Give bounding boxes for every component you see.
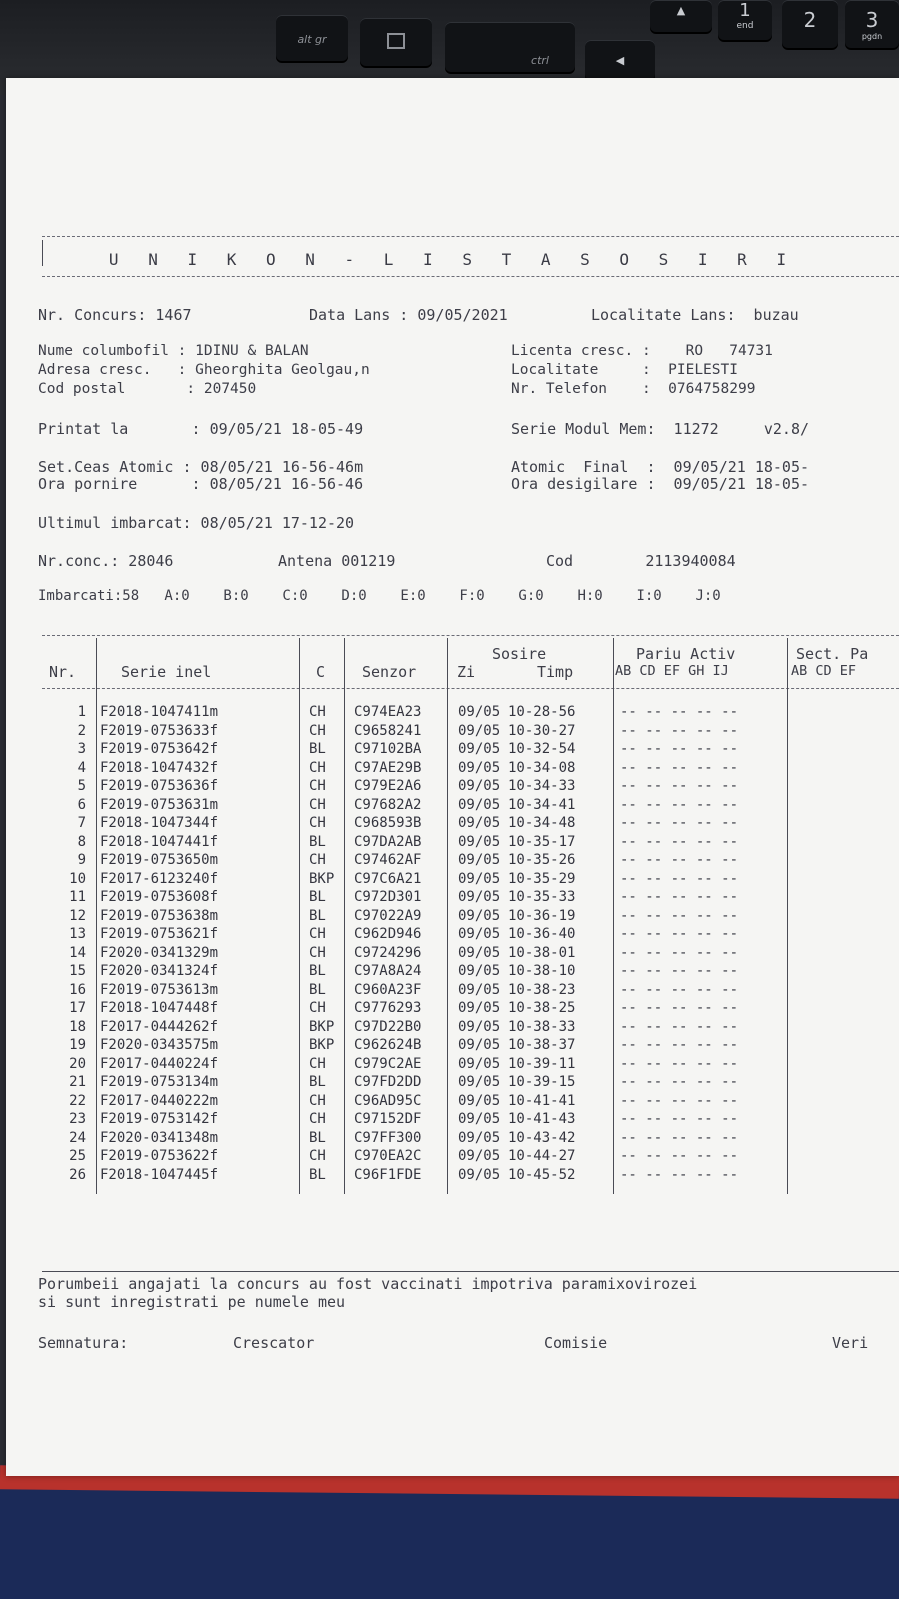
cell-day: 09/05: [458, 1000, 501, 1016]
cell-number: 16: [69, 981, 86, 998]
breeder-license: Licenta cresc. : RO 74731: [511, 343, 773, 359]
cell-color: CH: [309, 1000, 326, 1016]
cell-sensor: C96AD95C: [354, 1092, 422, 1109]
cell-day: 09/05: [458, 778, 501, 794]
table-row: [36, 1019, 896, 1037]
unsealing-time: Ora desigilare : 09/05/21 18-05-: [511, 475, 810, 493]
cell-color: BL: [309, 741, 326, 757]
cell-color: CH: [309, 778, 326, 794]
cell-number: 2: [77, 722, 86, 739]
cell-ring-number: F2017-0444262f: [100, 1018, 219, 1035]
cell-ring-number: F2017-6123240f: [100, 870, 219, 887]
cell-time: 10-38-25: [508, 1000, 576, 1016]
cell-day: 09/05: [458, 926, 501, 942]
table-row: [36, 741, 896, 759]
key-menu: [360, 18, 432, 66]
cell-ring-number: F2018-1047411m: [100, 704, 219, 720]
col-header-ring: Serie inel: [121, 663, 212, 681]
cell-bet: -- -- -- -- --: [620, 1074, 739, 1090]
cell-color: BL: [309, 1074, 326, 1090]
cell-time: 10-43-42: [508, 1129, 576, 1146]
paper-sheet: [6, 78, 899, 1476]
competitor-number: Nr.conc.: 28046: [38, 552, 174, 570]
cell-number: 8: [77, 833, 86, 850]
cell-color: CH: [309, 704, 326, 720]
cell-day: 09/05: [458, 852, 501, 868]
cell-number: 1: [77, 704, 86, 720]
cell-time: 10-41-43: [508, 1111, 576, 1127]
cell-day: 09/05: [458, 889, 501, 905]
cell-bet: -- -- -- -- --: [620, 796, 739, 813]
cell-time: 10-41-41: [508, 1092, 576, 1109]
table-row: [36, 1000, 896, 1018]
cell-time: 10-35-29: [508, 870, 576, 887]
cell-bet: -- -- -- -- --: [620, 778, 739, 794]
table-row: [36, 1056, 896, 1074]
col-header-sector-groups: AB CD EF: [791, 663, 857, 679]
cell-bet: -- -- -- -- --: [620, 704, 739, 720]
table-row: [36, 1074, 896, 1092]
cell-bet: -- -- -- -- --: [620, 1000, 739, 1016]
cell-sensor: C97C6A21: [354, 870, 422, 887]
table-row: [36, 815, 896, 833]
cell-sensor: C97152DF: [354, 1111, 422, 1127]
cell-ring-number: F2019-0753134m: [100, 1074, 219, 1090]
cell-day: 09/05: [458, 944, 501, 961]
atomic-final: Atomic Final : 09/05/21 18-05-: [511, 458, 810, 476]
cell-day: 09/05: [458, 796, 501, 813]
cell-time: 10-34-33: [508, 778, 576, 794]
table-row: [36, 908, 896, 926]
key-label: pgdn: [861, 32, 883, 41]
cell-color: CH: [309, 759, 326, 776]
cell-bet: -- -- -- -- --: [620, 1129, 739, 1146]
cell-time: 10-39-11: [508, 1055, 576, 1072]
cell-sensor: C9724296: [354, 944, 422, 961]
cell-number: 5: [77, 778, 86, 794]
footer-rule: [42, 1271, 899, 1272]
cell-sensor: C972D301: [354, 889, 422, 905]
key-label: ctrl: [531, 54, 549, 67]
cell-number: 9: [77, 852, 86, 868]
cell-ring-number: F2019-0753636f: [100, 778, 219, 794]
cell-day: 09/05: [458, 870, 501, 887]
title-rule-top: [42, 236, 899, 237]
col-header-arrival: Sosire: [492, 645, 547, 663]
cell-number: 21: [69, 1074, 86, 1090]
vaccination-statement: Porumbeii angajati la concurs au fost vaccinati impotriva paramixovirozei: [38, 1275, 698, 1293]
cell-number: 3: [77, 741, 86, 757]
cell-bet: -- -- -- -- --: [620, 741, 739, 757]
table-row: [36, 926, 896, 944]
cell-ring-number: F2018-1047344f: [100, 815, 219, 831]
cell-number: 15: [69, 963, 86, 979]
cell-time: 10-38-33: [508, 1018, 576, 1035]
cell-number: 6: [77, 796, 86, 813]
fancier-name: Nume columbofil : 1DINU & BALAN: [38, 343, 309, 359]
col-header-time: Timp: [537, 663, 574, 681]
col-header-sensor: Senzor: [362, 663, 417, 681]
cell-bet: -- -- -- -- --: [620, 759, 739, 776]
cell-ring-number: F2020-0343575m: [100, 1037, 219, 1053]
cell-time: 10-44-27: [508, 1148, 576, 1164]
table-row: [36, 1130, 896, 1148]
basketed-summary: Imbarcati:58 A:0 B:0 C:0 D:0 E:0 F:0 G:0 H:0 I:0 J:0: [38, 588, 721, 604]
table-row: [36, 945, 896, 963]
cell-sensor: C97FF300: [354, 1129, 422, 1146]
key-up: [650, 0, 712, 32]
cell-day: 09/05: [458, 1129, 501, 1146]
cell-time: 10-35-26: [508, 852, 576, 868]
cell-day: 09/05: [458, 741, 501, 757]
cell-number: 19: [69, 1037, 86, 1053]
table-row: [36, 1093, 896, 1111]
antenna-id: Antena 001219: [278, 552, 396, 570]
cell-ring-number: F2019-0753621f: [100, 926, 219, 942]
cell-color: BL: [309, 963, 326, 979]
cell-ring-number: F2019-0753650m: [100, 852, 219, 868]
cell-bet: -- -- -- -- --: [620, 981, 739, 998]
cell-bet: -- -- -- -- --: [620, 889, 739, 905]
cell-bet: -- -- -- -- --: [620, 1148, 739, 1164]
cell-bet: -- -- -- -- --: [620, 1092, 739, 1109]
cell-sensor: C97D22B0: [354, 1018, 422, 1035]
cell-color: BL: [309, 833, 326, 850]
cell-ring-number: F2018-1047441f: [100, 833, 219, 850]
cell-time: 10-39-15: [508, 1074, 576, 1090]
cell-color: BL: [309, 907, 326, 924]
cell-time: 10-38-37: [508, 1037, 576, 1053]
cell-day: 09/05: [458, 1037, 501, 1053]
cell-color: BL: [309, 1166, 326, 1183]
cell-bet: -- -- -- -- --: [620, 907, 739, 924]
cell-sensor: C97A8A24: [354, 963, 422, 979]
cell-ring-number: F2017-0440224f: [100, 1055, 219, 1072]
atomic-clock-set: Set.Ceas Atomic : 08/05/21 16-56-46m: [38, 458, 364, 476]
cell-time: 10-38-01: [508, 944, 576, 961]
cell-sensor: C9776293: [354, 1000, 422, 1016]
cell-time: 10-35-33: [508, 889, 576, 905]
table-row: [36, 704, 896, 722]
table-rule-header: [42, 688, 899, 689]
table-row: [36, 1148, 896, 1166]
cell-time: 10-34-08: [508, 759, 576, 776]
cell-ring-number: F2019-0753638m: [100, 907, 219, 924]
registration-statement: si sunt inregistrati pe numele meu: [38, 1293, 346, 1311]
cell-day: 09/05: [458, 1018, 501, 1035]
table-row: [36, 1167, 896, 1185]
cell-ring-number: F2019-0753631m: [100, 796, 219, 813]
cell-ring-number: F2019-0753142f: [100, 1111, 219, 1127]
cell-bet: -- -- -- -- --: [620, 1037, 739, 1053]
last-basketed: Ultimul imbarcat: 08/05/21 17-12-20: [38, 514, 355, 532]
cell-bet: -- -- -- -- --: [620, 1018, 739, 1035]
cell-sensor: C96F1FDE: [354, 1166, 422, 1183]
cell-ring-number: F2019-0753608f: [100, 889, 219, 905]
release-location: Localitate Lans: buzau: [591, 306, 799, 324]
menu-icon: [387, 33, 405, 49]
cell-sensor: C97102BA: [354, 741, 422, 757]
start-time: Ora pornire : 08/05/21 16-56-46: [38, 475, 364, 493]
cell-day: 09/05: [458, 1166, 501, 1183]
cell-time: 10-36-19: [508, 907, 576, 924]
cell-bet: -- -- -- -- --: [620, 833, 739, 850]
cell-ring-number: F2018-1047448f: [100, 1000, 219, 1016]
cell-number: 20: [69, 1055, 86, 1072]
signature-label: Semnatura:: [38, 1334, 129, 1352]
key-label: 3: [865, 8, 879, 32]
cell-day: 09/05: [458, 1111, 501, 1127]
cell-number: 12: [69, 907, 86, 924]
cell-day: 09/05: [458, 1148, 501, 1164]
key-label: 1: [739, 0, 751, 21]
memory-module-serial: Serie Modul Mem: 11272 v2.8/: [511, 420, 810, 438]
cell-number: 7: [77, 815, 86, 831]
cell-day: 09/05: [458, 759, 501, 776]
cell-number: 10: [69, 870, 86, 887]
report-title: U N I K O N - L I S T A S O S I R I: [108, 250, 797, 269]
cell-sensor: C979E2A6: [354, 778, 422, 794]
cell-color: CH: [309, 1055, 326, 1072]
cell-bet: -- -- -- -- --: [620, 852, 739, 868]
cell-sensor: C962D946: [354, 926, 422, 942]
key-left-arrow: [585, 40, 655, 80]
cell-color: BL: [309, 1129, 326, 1146]
table-row: [36, 834, 896, 852]
cell-color: BL: [309, 981, 326, 998]
phone-number: Nr. Telefon : 0764758299: [511, 381, 756, 397]
cell-day: 09/05: [458, 1055, 501, 1072]
code-value: Cod 2113940084: [546, 552, 736, 570]
cell-sensor: C962624B: [354, 1037, 422, 1053]
cell-ring-number: F2018-1047432f: [100, 759, 219, 776]
cell-day: 09/05: [458, 833, 501, 850]
cell-time: 10-38-10: [508, 963, 576, 979]
table-row: [36, 871, 896, 889]
cell-sensor: C97022A9: [354, 907, 422, 924]
cell-day: 09/05: [458, 704, 501, 720]
key-label: end: [736, 21, 754, 31]
cell-day: 09/05: [458, 981, 501, 998]
left-arrow-icon: ◀: [615, 54, 625, 67]
cell-bet: -- -- -- -- --: [620, 944, 739, 961]
up-arrow-icon: ▲: [676, 4, 686, 17]
cell-bet: -- -- -- -- --: [620, 722, 739, 739]
cell-color: BL: [309, 889, 326, 905]
cell-sensor: C979C2AE: [354, 1055, 422, 1072]
cell-number: 25: [69, 1148, 86, 1164]
cell-day: 09/05: [458, 907, 501, 924]
contest-number: Nr. Concurs: 1467: [38, 306, 192, 324]
key-2: [782, 0, 838, 48]
cell-color: CH: [309, 815, 326, 831]
cell-bet: -- -- -- -- --: [620, 1166, 739, 1183]
key-alt-gr: [276, 15, 348, 61]
table-row: [36, 797, 896, 815]
release-date: Data Lans : 09/05/2021: [309, 306, 508, 324]
cell-number: 11: [69, 889, 86, 905]
table-row: [36, 889, 896, 907]
key-label: alt gr: [297, 33, 327, 46]
cell-color: CH: [309, 926, 326, 942]
cell-day: 09/05: [458, 1092, 501, 1109]
cell-day: 09/05: [458, 722, 501, 739]
cell-day: 09/05: [458, 963, 501, 979]
cell-day: 09/05: [458, 1074, 501, 1090]
key-label: 2: [803, 8, 817, 32]
cell-color: CH: [309, 796, 326, 813]
table-row: [36, 963, 896, 981]
cell-ring-number: F2020-0341324f: [100, 963, 219, 979]
key-3: [845, 0, 899, 48]
cell-time: 10-35-17: [508, 833, 576, 850]
cell-bet: -- -- -- -- --: [620, 870, 739, 887]
printed-at: Printat la : 09/05/21 18-05-49: [38, 420, 364, 438]
cell-time: 10-32-54: [508, 741, 576, 757]
breeder-address: Adresa cresc. : Gheorghita Geolgau,n: [38, 362, 370, 378]
cell-sensor: C970EA2C: [354, 1148, 422, 1164]
cell-time: 10-28-56: [508, 704, 576, 720]
signature-commission: Comisie: [544, 1334, 608, 1352]
cell-number: 23: [69, 1111, 86, 1127]
arrivals-report: [6, 78, 899, 1476]
cell-color: BKP: [309, 1018, 335, 1035]
title-rule-bottom: [42, 276, 899, 277]
cell-bet: -- -- -- -- --: [620, 963, 739, 979]
col-header-sector: Sect. Pa: [796, 645, 869, 663]
cell-color: BKP: [309, 870, 335, 887]
cell-ring-number: F2019-0753622f: [100, 1148, 219, 1164]
signature-breeder: Crescator: [233, 1334, 315, 1352]
cell-ring-number: F2019-0753613m: [100, 981, 219, 998]
col-header-color: C: [316, 663, 326, 681]
cell-bet: -- -- -- -- --: [620, 1055, 739, 1072]
table-row: [36, 760, 896, 778]
cell-number: 4: [77, 759, 86, 776]
table-row: [36, 1111, 896, 1129]
table-row: [36, 1037, 896, 1055]
cell-time: 10-45-52: [508, 1166, 576, 1183]
cell-color: CH: [309, 1111, 326, 1127]
breeder-locality: Localitate : PIELESTI: [511, 362, 738, 378]
cell-sensor: C97DA2AB: [354, 833, 422, 850]
cell-number: 26: [69, 1166, 86, 1183]
cell-bet: -- -- -- -- --: [620, 815, 739, 831]
cell-number: 13: [69, 926, 86, 942]
cell-number: 22: [69, 1092, 86, 1109]
cell-time: 10-34-41: [508, 796, 576, 813]
cell-ring-number: F2019-0753642f: [100, 741, 219, 757]
cell-color: BKP: [309, 1037, 335, 1053]
cell-color: CH: [309, 1092, 326, 1109]
cell-time: 10-36-40: [508, 926, 576, 942]
cell-number: 14: [69, 944, 86, 961]
cell-number: 18: [69, 1018, 86, 1035]
table-row: [36, 723, 896, 741]
cell-ring-number: F2020-0341348m: [100, 1129, 219, 1146]
cell-sensor: C974EA23: [354, 704, 422, 720]
table-row: [36, 852, 896, 870]
cell-bet: -- -- -- -- --: [620, 926, 739, 942]
signature-verifier: Veri: [832, 1334, 869, 1352]
table-rule-top: [42, 635, 899, 636]
table-row: [36, 982, 896, 1000]
cell-number: 24: [69, 1129, 86, 1146]
key-end: [718, 0, 772, 40]
cell-sensor: C97FD2DD: [354, 1074, 422, 1090]
cell-ring-number: F2019-0753633f: [100, 722, 219, 739]
cell-time: 10-38-23: [508, 981, 576, 998]
cell-sensor: C97462AF: [354, 852, 422, 868]
cell-color: CH: [309, 722, 326, 739]
postal-code: Cod postal : 207450: [38, 381, 257, 397]
key-ctrl: [445, 22, 575, 72]
cell-ring-number: F2020-0341329m: [100, 944, 219, 961]
cell-time: 10-30-27: [508, 722, 576, 739]
cell-sensor: C9658241: [354, 722, 422, 739]
cell-bet: -- -- -- -- --: [620, 1111, 739, 1127]
table-row: [36, 778, 896, 796]
cell-sensor: C97682A2: [354, 796, 422, 813]
cell-day: 09/05: [458, 815, 501, 831]
cell-ring-number: F2017-0440222m: [100, 1092, 219, 1109]
cell-color: CH: [309, 944, 326, 961]
cell-sensor: C960A23F: [354, 981, 422, 998]
col-header-nr: Nr.: [49, 663, 77, 681]
cell-number: 17: [69, 1000, 86, 1016]
col-header-day: Zi: [457, 663, 476, 681]
cell-color: CH: [309, 1148, 326, 1164]
col-header-bet: Pariu Activ: [636, 645, 736, 663]
cell-sensor: C968593B: [354, 815, 422, 831]
col-header-bet-groups: AB CD EF GH IJ: [615, 663, 729, 679]
cell-color: CH: [309, 852, 326, 868]
cell-ring-number: F2018-1047445f: [100, 1166, 219, 1183]
cell-time: 10-34-48: [508, 815, 576, 831]
cell-sensor: C97AE29B: [354, 759, 422, 776]
